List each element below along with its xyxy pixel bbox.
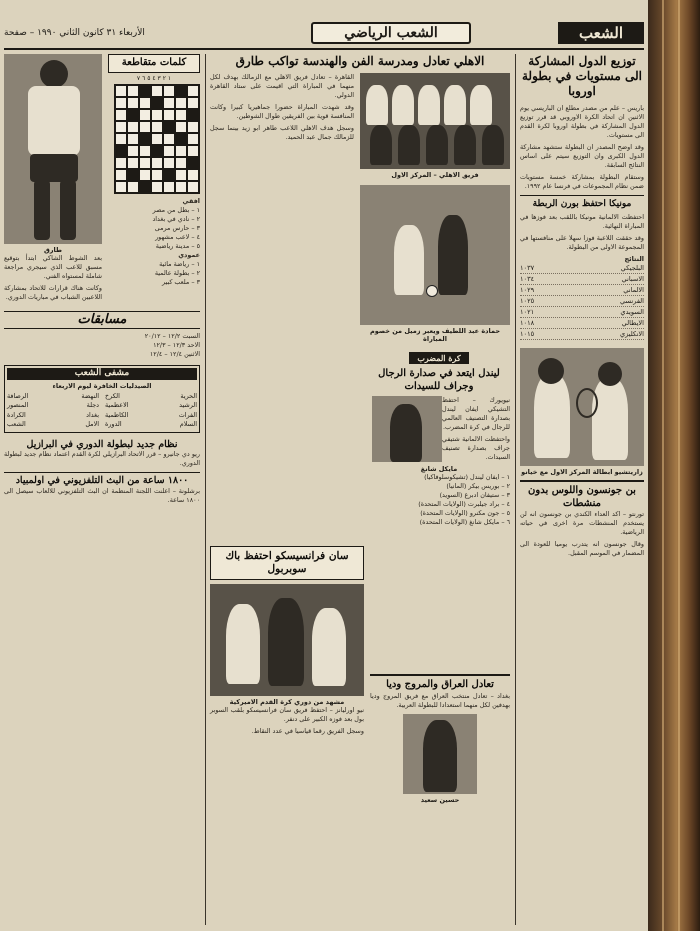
lendl-para: واحتفظت الالمانية شتيفي جراف بصدارة تصنيف السيدات. (442, 435, 510, 461)
team-photo-caption: فريق الاهلي – المركز الاول (391, 171, 479, 179)
pharmacy-item (105, 401, 197, 411)
results-row (520, 296, 644, 307)
clue-item: ٥ – مدينة رياضية (155, 241, 200, 250)
results-row (520, 307, 644, 318)
pharmacy-name: الرشيد (179, 401, 197, 409)
clue-item: ٢ – بطولة عالمية (154, 268, 200, 277)
match-photo (360, 185, 510, 325)
schedule-list (4, 332, 200, 359)
pharmacy-item (105, 420, 197, 430)
decor-title: مسابقات (4, 311, 200, 329)
clue-item: ٣ – ملعب كبير (161, 277, 200, 286)
iraq-headline: تعادل العراق والمروج وديا (370, 674, 510, 692)
clue-item: ٢ – نادي في بغداد (152, 214, 200, 223)
results-name: البلجيكي (620, 264, 644, 273)
pharmacy-title: مشفى الشعب (7, 368, 197, 379)
tennis-photo-caption: زاريتشيو ابطالة المركز الاول مع خيانو (521, 468, 643, 477)
johnson-headline: بن جونسون واللوس بدون منشطات (520, 480, 644, 510)
results-value: ١٠٢٥ (520, 297, 535, 306)
pharmacy-name: الحرية (180, 391, 197, 400)
player-photo (4, 54, 102, 244)
rankings-list (368, 473, 510, 527)
olympic-para: برشلونة – اعلنت اللجنة المنظمة ان البث التلفزيوني للالعاب سيصل الى ١٨٠٠ ساعة. (4, 487, 200, 505)
ahly-para: وسجل هدف الاهلي اللاعب طاهر ابو زيد بينما سجل للزمالك جمال عبد الحميد. (210, 124, 354, 141)
tennis-section (368, 346, 510, 527)
crossword-numbers: ١ ٢ ٣ ٤ ٥ ٦ ٧ (136, 74, 172, 82)
section-title: الشعب الرياضي (311, 22, 471, 44)
pharmacy-name: الامل (85, 420, 99, 428)
results-title: النتائج (624, 255, 644, 264)
tennis-kicker: كرة المضرب (409, 352, 468, 364)
pharmacy-name: السلام (179, 420, 197, 428)
book-binding (648, 0, 700, 931)
pharmacy-item (7, 392, 99, 402)
crossword (108, 54, 200, 305)
lendl-para: نيويورك – احتفظ التشيكي ايفان ليندل بصدارة التصنيف العالمي للرجال في كرة المضرب. (442, 396, 510, 431)
pharmacy-name: النهضة (81, 391, 99, 400)
player-para: بعد الشوط الشاكي ابتدأ بتوقيع مسبق للاعب الذي سيجري مراجعة شاملة لمستواه الفني. (4, 254, 102, 280)
results-name: الانكليزي (619, 330, 644, 339)
results-value: ١٠٢١ (520, 308, 535, 317)
player-body (4, 254, 102, 302)
superbowl-body (210, 706, 364, 736)
olympic-body (4, 487, 200, 505)
europe-para: وستقام البطولة بمشاركة خمسة مستويات ضمن نظام المجموعات في فرنسا عام ١٩٩٢. (520, 173, 644, 190)
ahly-headline: الاهلي تعادل ومدرسة الفن والهندسة تواكب طارق (235, 54, 485, 68)
ahly-para: وقد شهدت المباراة حضورا جماهيريا كبيرا وكانت المنافسة قوية بين الفريقين طوال الشوطين. (210, 103, 354, 120)
column-left (4, 54, 200, 927)
results-name: السويدي (620, 308, 644, 317)
ranking-item: ٥ – جون مكنرو (الولايات المتحدة) (420, 509, 510, 517)
results-row (520, 285, 644, 296)
masthead (4, 20, 644, 46)
monica-para: وقد حققت اللاعبة فوزا سهلا على منافستها في المجموعة الاولى من البطولة. (520, 234, 644, 252)
johnson-para: وقال جونسون انه يتدرب يوميا للعودة الى المضمار في الموسم المقبل. (520, 540, 644, 558)
player-block (4, 54, 102, 305)
crossword-grid[interactable] (114, 84, 200, 194)
ranking-item: ٢ – بوريس بيكر (المانيا) (446, 482, 510, 490)
football-photo (210, 584, 364, 696)
pharmacy-area: المنصور (7, 401, 29, 409)
brazil-headline: نظام جديد لبطولة الدوري في البرازيل (26, 438, 178, 450)
monica-body (520, 213, 644, 252)
results-list (520, 263, 644, 340)
schedule-item: السبت ١٢/٢ – ٢٠/١٢ (144, 332, 200, 341)
ranking-item: ٣ – ستيفان ادبرغ (السويد) (439, 491, 510, 499)
column-middle (210, 54, 510, 927)
paper-logo: الشعب (558, 22, 644, 44)
team-photo (360, 73, 510, 169)
pharmacy-area: الاعظمية (105, 401, 129, 409)
column-divider (515, 54, 516, 925)
pharmacy-item (105, 411, 197, 421)
results-name: الالماني (623, 286, 644, 295)
player-caption: طارق (43, 246, 63, 254)
ranking-item: ١ – ايفان ليندل (تشيكوسلوفاكيا) (424, 473, 510, 481)
europe-headline: توزيع الدول المشاركة الى مستويات في بطولة اوروبا (522, 54, 642, 98)
monica-headline: مونيكا احتفظ بورن الربطة (520, 195, 644, 210)
chang-photo (372, 396, 442, 462)
pharmacy-name: دجلة (86, 401, 99, 409)
superbowl-para: نيو اورليانز – احتفظ فريق سان فرانسيسكو بلقب السوبر بول بعد فوزه الكبير على دنفر. (210, 706, 364, 724)
lendl-headline: ليندل ايتعد في صدارة الرجال وجراف للسيدات (378, 368, 500, 392)
pharmacy-item (7, 420, 99, 430)
tennis-photo (520, 348, 644, 466)
clue-item: ١ – رياضة مائية (159, 259, 200, 268)
europe-para: باريس – علم من مصدر مطلع ان الباريسي يوم الاثنين ان اتحاد الكرة الاوروبي قد قرر توزيع الدول المشاركة في بطولة اوروبا لكرة القدم الى مستويات. (520, 104, 644, 139)
crossword-title: كلمات متقاطعة (108, 54, 200, 73)
pharmacy-list (7, 392, 197, 430)
pharmacy-area: الكرادة (7, 410, 26, 419)
clue-item: ٣ – حارس مرمى (154, 223, 200, 232)
europe-para: وقد اوضح المصدر ان البطولة ستشهد مشاركة الدول الكبرى وان التوزيع سيتم على اساس النتائج السابقة. (520, 143, 644, 169)
pharmacy-name: بغداد (86, 410, 99, 419)
results-value: ١٠٢٩ (520, 286, 535, 295)
clue-item: ١ – بطل من مصر (152, 205, 200, 214)
iraq-section (370, 674, 510, 804)
ahly-para: القاهرة – تعادل فريق الاهلي مع الزمالك بهدف لكل منهما في المباراة التي اقيمت على ستاد القاهرة الدولي. (210, 73, 354, 99)
pharmacy-subtitle: الصيدليات الخافرة ليوم الاربعاء (52, 381, 152, 390)
match-photo-caption: حمادة عبد اللطيف ويعبر زميل من خصوم المباراة (370, 327, 500, 343)
brazil-body (4, 450, 200, 468)
pharmacy-item (7, 411, 99, 421)
pharmacy-area: الكرخ (105, 391, 120, 400)
crossword-block (4, 54, 200, 305)
masthead-rule (4, 48, 644, 50)
monica-para: احتفظت الالمانية مونيكا باللقب بعد فوزها في المباراة النهائية. (520, 213, 644, 231)
superbowl-headline: سان فرانسيسكو احتفظ باك سوبربول (210, 546, 364, 580)
results-value: ١٠٣٤ (520, 275, 535, 284)
football-photo-caption: مشهد من دوري كرة القدم الاميركية (229, 698, 345, 707)
results-row (520, 329, 644, 340)
pharmacy-area: الدورة (105, 420, 122, 428)
pharmacy-area: الشعب (7, 420, 26, 428)
schedule-item: الاثنين ١٢/٤ – ١٢/٤ (149, 350, 200, 359)
schedule-item: الاحد ١٢/٣ – ١٢/٣ (153, 341, 200, 350)
pharmacy-item (105, 392, 197, 402)
ranking-item: ٤ – براد جيلبرت (الولايات المتحدة) (418, 500, 510, 508)
results-name: الفرنسي (619, 297, 644, 306)
pharmacy-box (4, 365, 200, 432)
results-row (520, 263, 644, 274)
results-value: ١٠١٨ (520, 319, 535, 328)
clue-item: ٤ – لاعب مشهور (155, 232, 200, 241)
hussein-photo (403, 714, 477, 794)
superbowl-para: وسجل الفريق رقما قياسيا في عدد النقاط. (251, 727, 364, 736)
player-para: وكانت هناك قرارات للاتحاد بمشاركة اللاعبين الشباب في مباريات الدوري. (4, 284, 102, 301)
europe-body (520, 104, 644, 191)
hussein-caption: حسين سعيد (420, 795, 460, 804)
olympic-headline: ١٨٠٠ ساعة من البث التلفزيوني في اولمبياد (4, 472, 200, 487)
clues-h-title: افقي (182, 196, 200, 205)
clues (108, 197, 200, 287)
date-line: الأربعاء ٣١ كانون الثاني ١٩٩٠ – صفحة (4, 28, 145, 38)
results-name: الايطالي (621, 319, 644, 328)
brazil-para: ريو دي جانيرو – قرر الاتحاد البرازيلي لكرة القدم اعتماد نظام جديد لبطولة الدوري. (4, 450, 200, 468)
results-value: ١٠٣٧ (520, 264, 535, 273)
johnson-body (520, 510, 644, 558)
pharmacy-area: الكاظمية (105, 410, 129, 419)
results-name: الاسباني (621, 275, 644, 284)
ranking-item: ٦ – مايكل شانغ (الولايات المتحدة) (419, 518, 510, 526)
pharmacy-name: الفرات (178, 410, 197, 419)
results-row (520, 274, 644, 285)
superbowl-section (210, 546, 364, 739)
ahly-body (210, 73, 354, 179)
pharmacy-area: الرصافة (7, 391, 29, 400)
pharmacy-item (7, 401, 99, 411)
column-right (520, 54, 644, 927)
chang-caption: مايكل شانغ (420, 465, 458, 473)
ahly-block (210, 73, 510, 179)
column-divider (205, 54, 206, 925)
iraq-body (370, 692, 510, 710)
johnson-para: تورنتو – اكد العداء الكندي بن جونسون انه لن يستخدم المنشطات مرة اخرى في حياته الرياضية. (520, 510, 644, 537)
iraq-para: بغداد – تعادل منتخب العراق مع فريق المروج وديا بهدفين لكل منهما استعدادا للبطولة العربية. (370, 691, 510, 709)
results-row (520, 318, 644, 329)
results-value: ١٠١٥ (520, 330, 535, 339)
ahly-photo-wrap (360, 73, 510, 179)
clues-v-title: عمودي (178, 250, 200, 259)
